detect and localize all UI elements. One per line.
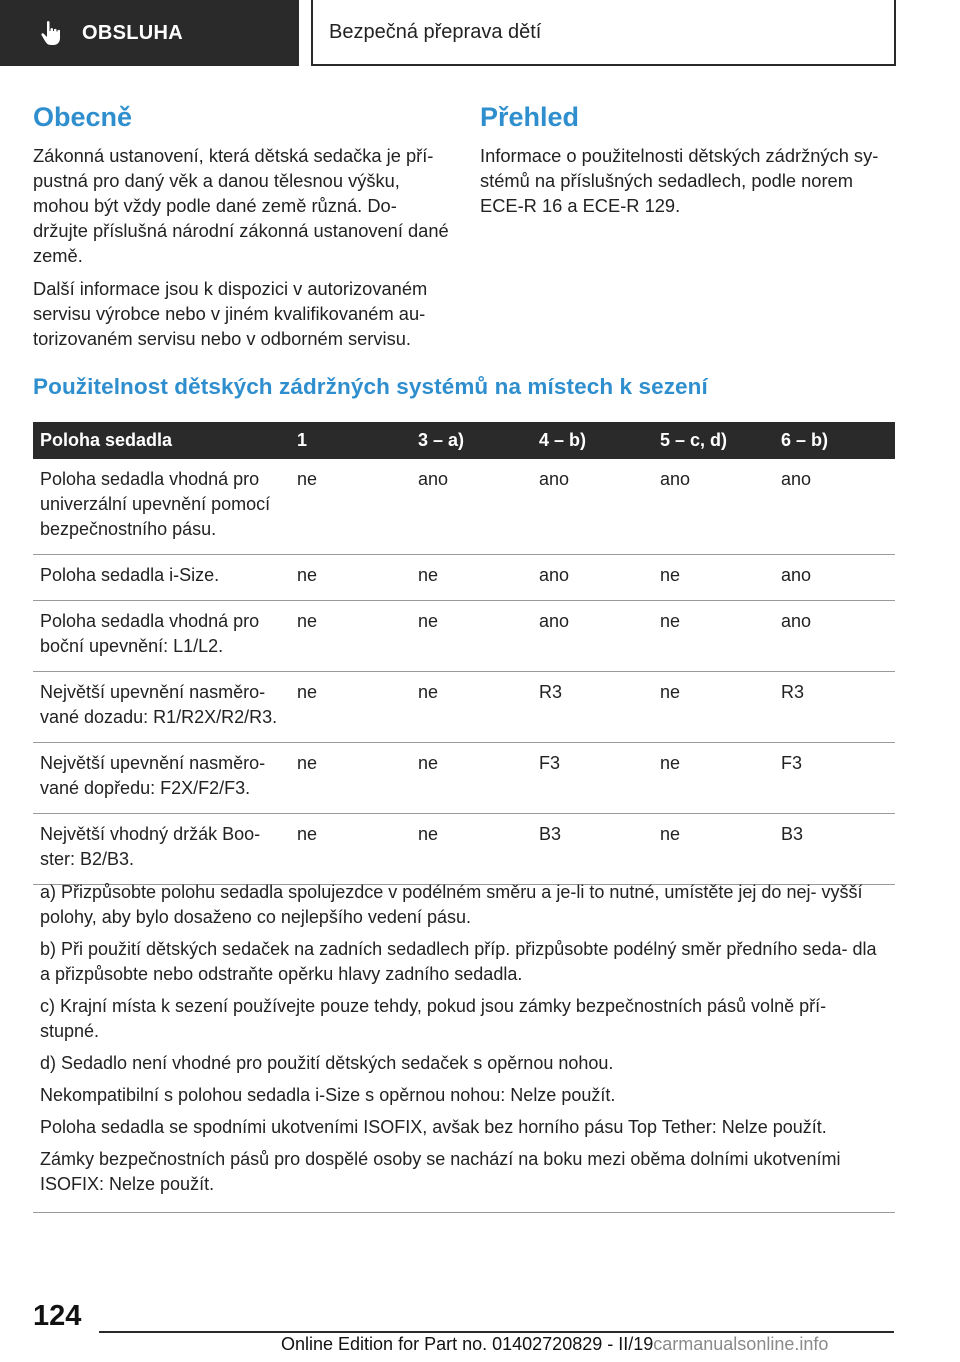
table-cell: ne xyxy=(290,601,411,672)
table-cell: ano xyxy=(532,459,653,555)
table-row xyxy=(33,814,895,885)
table-cell: R3 xyxy=(774,672,895,743)
table-cell: F3 xyxy=(532,743,653,814)
table-cell: ne xyxy=(290,814,411,885)
table-cell: Největší upevnění nasměro- vané dopředu: F2X/F2/F3. xyxy=(33,743,290,814)
table-title: Použitelnost dětských zádržných systémů na místech k sezení xyxy=(33,374,708,399)
table-cell: Největší vhodný držák Boo- ster: B2/B3. xyxy=(33,814,290,885)
general-heading: Obecně xyxy=(33,102,133,132)
table-cell: ne xyxy=(411,555,532,601)
table-cell: ano xyxy=(532,555,653,601)
seat-suitability-table xyxy=(33,422,895,885)
table-cell: ne xyxy=(653,555,774,601)
footer-rule xyxy=(99,1331,894,1333)
table-cell: ne xyxy=(290,743,411,814)
note-item: Nekompatibilní s polohou sedadla i-Size s opěrnou nohou: Nelze použít. xyxy=(40,1085,616,1105)
table-cell: B3 xyxy=(532,814,653,885)
section-tab xyxy=(0,0,299,66)
table-cell: ne xyxy=(290,555,411,601)
table-cell: ano xyxy=(653,459,774,555)
table-cell: ano xyxy=(774,601,895,672)
note-item: d) Sedadlo není vhodné pro použití dětských sedaček s opěrnou nohou. xyxy=(40,1053,614,1073)
table-header-cell: 5 – c, d) xyxy=(653,422,774,459)
note-item: c) Krajní místa k sezení používejte pouze tehdy, pokud jsou zámky bezpečnostních pásů volně pří- stupné. xyxy=(40,996,827,1041)
page-number: 124 xyxy=(33,1300,82,1332)
overview-paragraph: Informace o použitelnosti dětských zádržných sy- stémů na příslušných sedadlech, podle norem ECE-R 16 a ECE-R 129. xyxy=(480,145,879,216)
table-cell: ne xyxy=(411,601,532,672)
note-item: Zámky bezpečnostních pásů pro dospělé osoby se nachází na boku mezi oběma dolními ukotveními ISOFIX: Nelze použít. xyxy=(40,1149,841,1194)
overview-section xyxy=(480,102,898,226)
overview-heading: Přehled xyxy=(480,102,580,132)
note-item: a) Přizpůsobte polohu sedadla spolujezdce v podélném směru a je-li to nutné, umístěte jej do nej- vyšší polohy, aby bylo dosaženo co nejlepšího vedení pásu. xyxy=(40,882,863,927)
table-row xyxy=(33,459,895,555)
table-cell: ano xyxy=(532,601,653,672)
table-notes xyxy=(33,880,895,1213)
table-cell: ne xyxy=(290,672,411,743)
table-cell: ne xyxy=(411,814,532,885)
table-cell: B3 xyxy=(774,814,895,885)
section-tab-label: OBSLUHA xyxy=(82,21,183,44)
general-section xyxy=(33,102,451,359)
table-header-cell: 3 – a) xyxy=(411,422,532,459)
table-header-cell: 6 – b) xyxy=(774,422,895,459)
table-header-cell: 4 – b) xyxy=(532,422,653,459)
table-cell: ne xyxy=(411,672,532,743)
table-cell: ne xyxy=(411,743,532,814)
table-cell: F3 xyxy=(774,743,895,814)
general-paragraph-2: Další informace jsou k dispozici v autorizovaném servisu výrobce nebo v jiném kvalifikovaném au- torizovaném servisu nebo v odborném servisu. xyxy=(33,278,428,349)
table-cell: ne xyxy=(290,459,411,555)
general-paragraph-1: Zákonná ustanovení, která dětská sedačka je pří- pustná pro daný věk a danou tělesnou výšku, mohou být vždy podle dané země různá. Do- držujte příslušná národní zákonná ustanovení dané země. xyxy=(33,145,449,266)
table-cell: Poloha sedadla vhodná pro boční upevnění: L1/L2. xyxy=(33,601,290,672)
table-cell: Největší upevnění nasměro- vané dozadu: R1/R2X/R2/R3. xyxy=(33,672,290,743)
hand-pointer-icon xyxy=(40,20,64,46)
table-row xyxy=(33,743,895,814)
table-cell: Poloha sedadla i-Size. xyxy=(33,555,290,601)
table-row xyxy=(33,672,895,743)
footer-edition xyxy=(281,1334,828,1355)
table-cell: ne xyxy=(653,601,774,672)
table-cell: ne xyxy=(653,672,774,743)
table-row xyxy=(33,555,895,601)
table-header-cell: 1 xyxy=(290,422,411,459)
table-cell: ne xyxy=(653,814,774,885)
table-cell: ano xyxy=(774,459,895,555)
watermark-text: carmanualsonline.info xyxy=(653,1334,829,1354)
table-header-cell: Poloha sedadla xyxy=(33,422,290,459)
table-cell: ne xyxy=(653,743,774,814)
table-cell: ano xyxy=(774,555,895,601)
note-item: Poloha sedadla se spodními ukotveními ISOFIX, avšak bez horního pásu Top Tether: Nelze použít. xyxy=(40,1117,827,1137)
chapter-title: Bezpečná přeprava dětí xyxy=(311,0,896,66)
table-cell: Poloha sedadla vhodná pro univerzální upevnění pomocí bezpečnostního pásu. xyxy=(33,459,290,555)
table-header-row xyxy=(33,422,895,459)
table-row xyxy=(33,601,895,672)
edition-text: Online Edition for Part no. 01402720829 - II/19 xyxy=(281,1334,654,1354)
note-item: b) Při použití dětských sedaček na zadních sedadlech příp. přizpůsobte podélný směr předního seda- dla a přizpůsobte nebo odstraňte opěrku hlavy zadního sedadla. xyxy=(40,939,877,984)
table-cell: R3 xyxy=(532,672,653,743)
page-header xyxy=(0,0,960,66)
table-cell: ano xyxy=(411,459,532,555)
